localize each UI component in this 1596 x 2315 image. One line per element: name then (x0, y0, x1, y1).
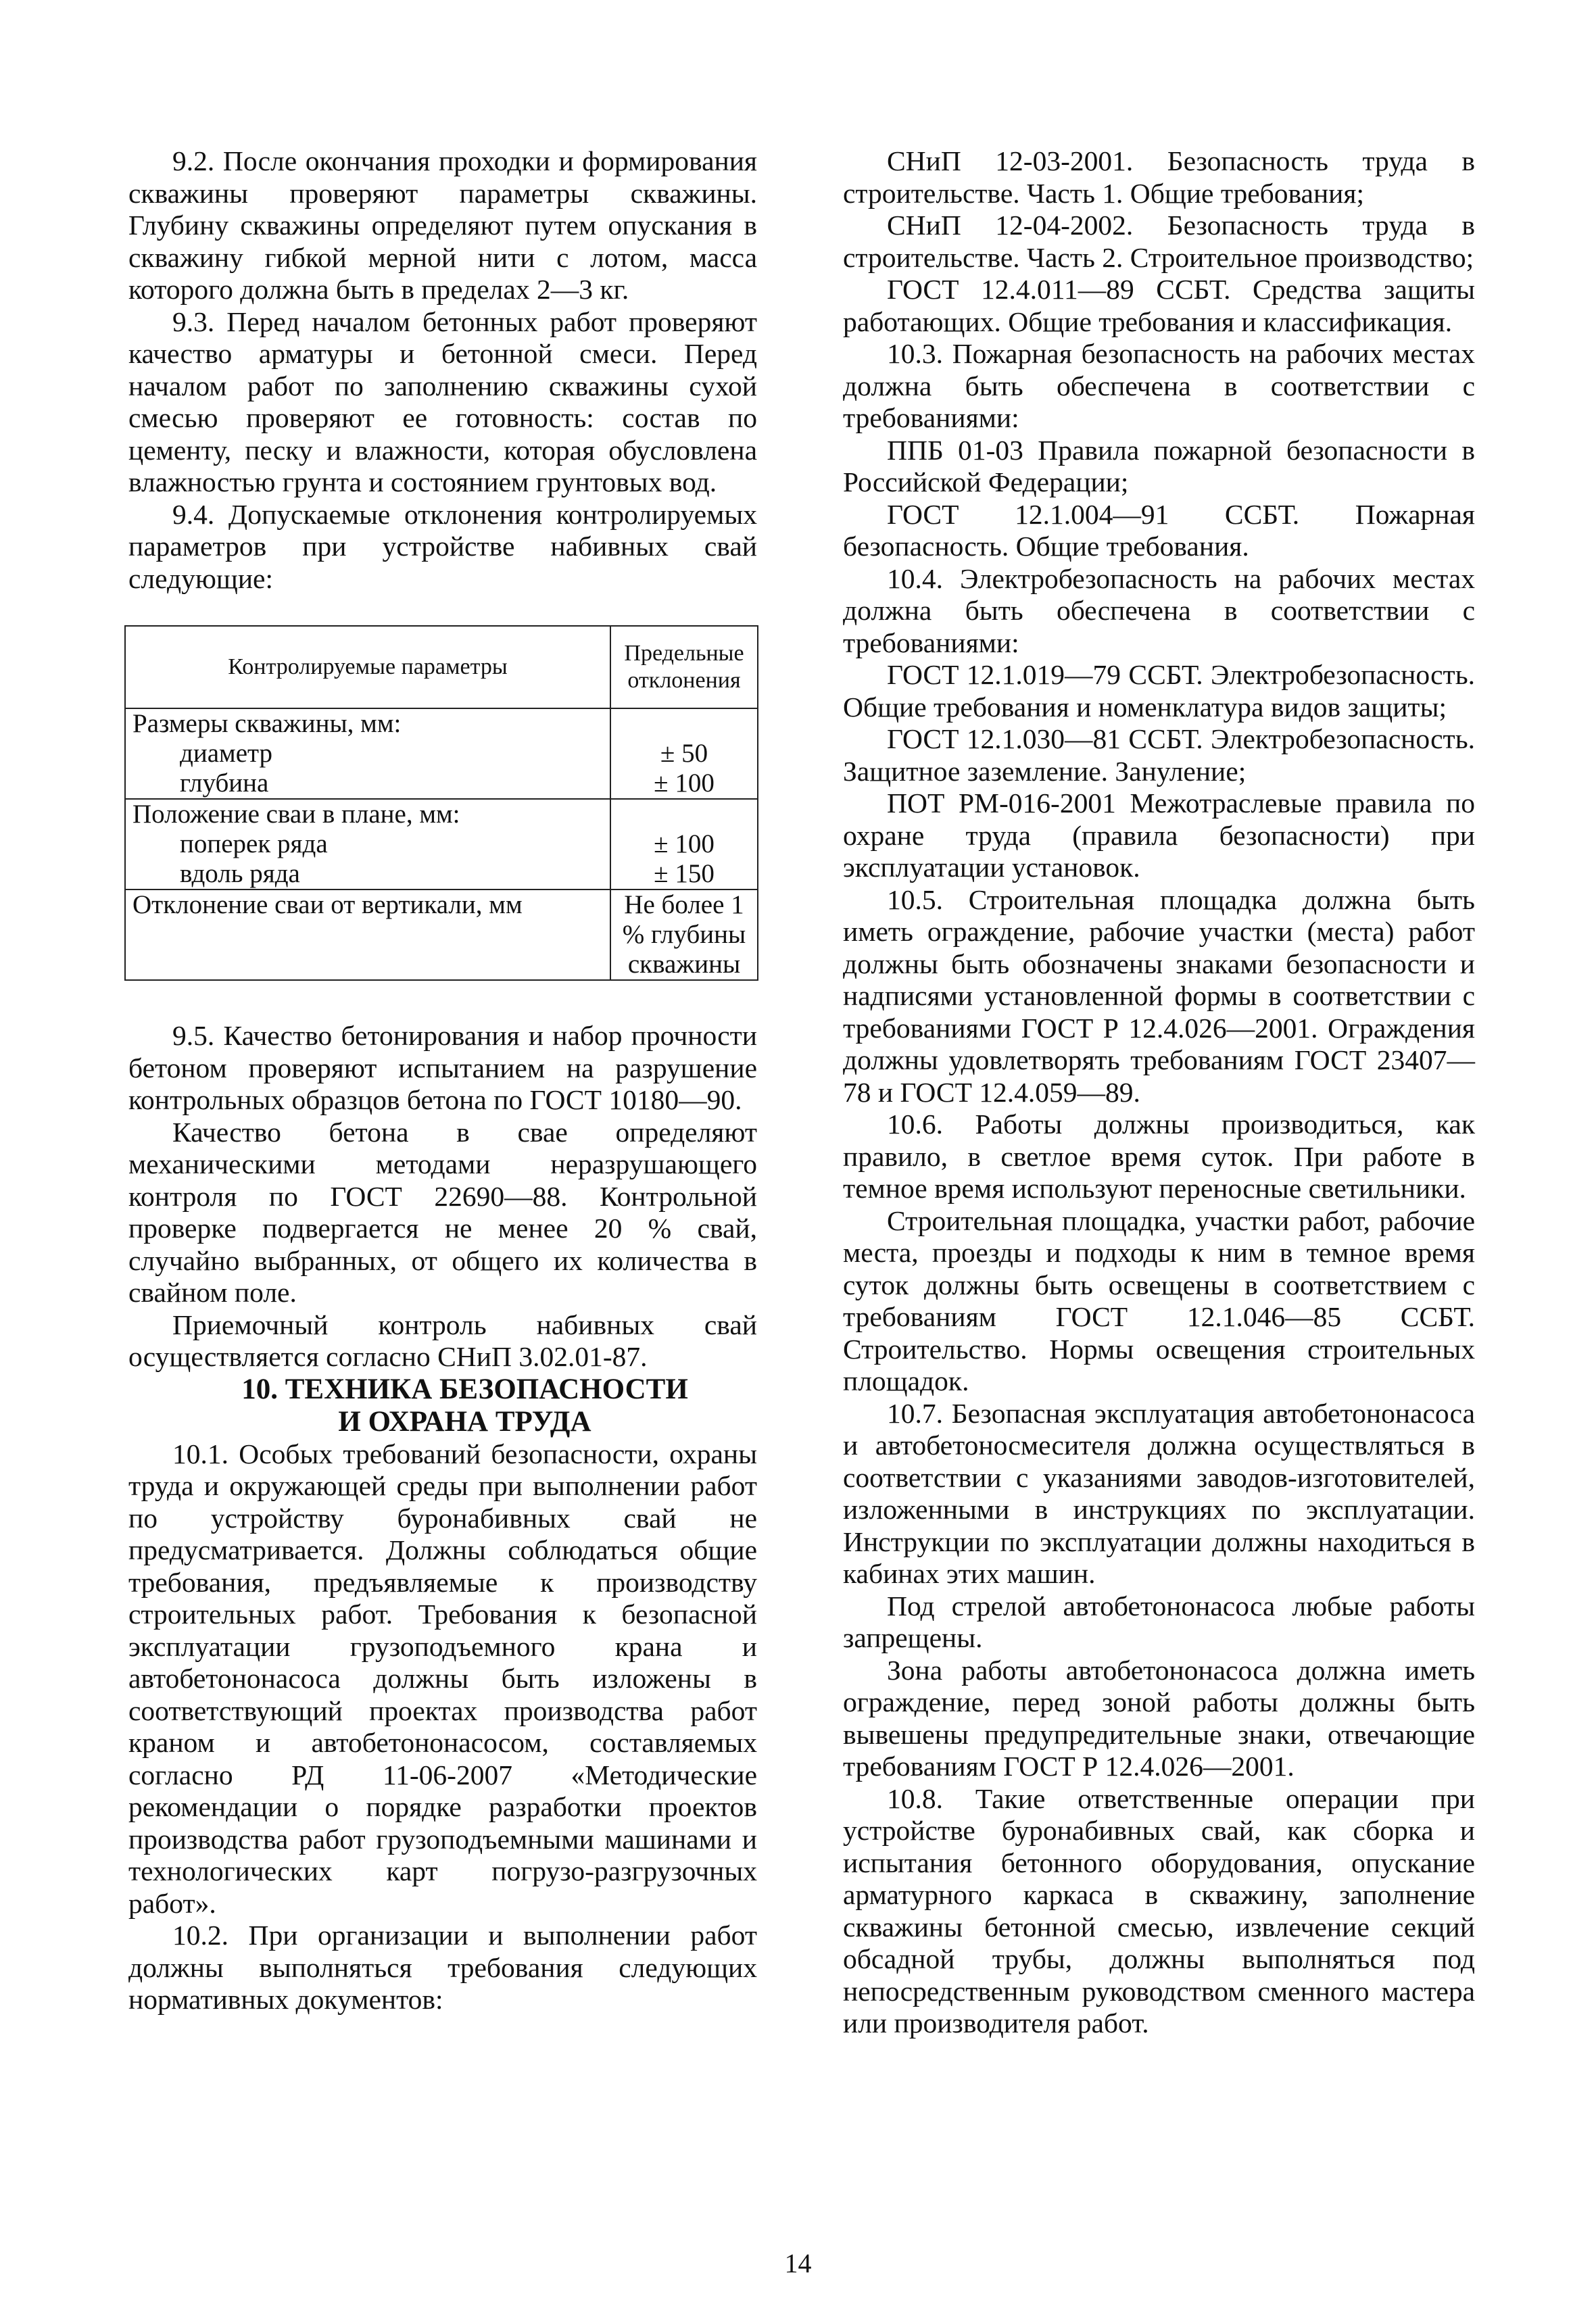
paragraph-9-3: 9.3. Перед началом бетонных работ проверяют качество арматуры и бетонной смеси. Перед началом работ по заполнению скважины сухой смесью проверяют ее готовность: состав по цементу, песку и влажности, которая обусловлена влажностью грунта и состоянием грунтовых вод. (128, 306, 757, 497)
value-across: ± 100 (654, 829, 715, 858)
paragraph-gost-12-1-004: ГОСТ 12.1.004—91 ССБТ. Пожарная безопасность. Общие требования. (843, 498, 1475, 562)
paragraph-10-3: 10.3. Пожарная безопасность на рабочих местах должна быть обеспечена в соответствии с требованиями: (843, 338, 1475, 433)
paragraph-snip-12-04: СНиП 12-04-2002. Безопасность труда в строительстве. Часть 2. Строительное производство; (843, 210, 1475, 273)
row-well-size (125, 708, 610, 799)
paragraph-gost-12-1-019: ГОСТ 12.1.019—79 ССБТ. Электробезопасность. Общие требования и номенклатура видов защиты; (843, 659, 1475, 723)
right-column (843, 145, 1475, 2040)
paragraph-pot-rm: ПОТ РМ-016-2001 Межотраслевые правила по охране труда (правила безопасности) при эксплуатации установок. (843, 787, 1475, 883)
paragraph-gost-12-1-030: ГОСТ 12.1.030—81 ССБТ. Электробезопасность. Защитное заземление. Зануление; (843, 723, 1475, 787)
header-deviations: Предельные отклонения (610, 626, 758, 708)
row-pile-position-values (610, 799, 758, 890)
paragraph-acceptance: Приемочный контроль набивных свай осуществляется согласно СНиП 3.02.01-87. (128, 1309, 757, 1372)
row-pile-position (125, 799, 610, 890)
paragraph-10-8: 10.8. Такие ответственные операции при устройстве буронабивных свай, как сборка и испытания бетонного оборудования, опускание арматурного каркаса в скважину, заполнение скважины бетонной смесью, извлечение секций обсадной трубы, должны выполняться под непосредственным руководством сменного мастера или производителя работ. (843, 1782, 1475, 2039)
table-row (125, 890, 758, 980)
table-row (125, 799, 758, 890)
section-heading (128, 1373, 757, 1438)
paragraph-10-5: 10.5. Строительная площадка должна быть иметь ограждение, рабочие участки (места) работ должны быть обозначены знаками безопасности и надписями установленной формы в соответствии с требованиями ГОСТ Р 12.4.026—2001. Ограждения должны удовлетворять требованиям ГОСТ 23407—78 и ГОСТ 12.4.059—89. (843, 883, 1475, 1108)
row-well-size-values (610, 708, 758, 799)
paragraph-10-1: 10.1. Особых требований безопасности, охраны труда и окружающей среды при выполнении работ по устройству буронабивных свай не предусматривается. Должны соблюдаться общие требования, предъявляемые к производству строительных работ. Требования к безопасной эксплуатации грузоподъемного крана и автобетононасоса должны быть изложены в соответствующий проектах производства работ краном и автобетононасосом, составляемых согласно РД 11-06-2007 «Методические рекомендации о порядке разработки проектов производства работ грузоподъемными машинами и технологических карт погрузо-разгрузочных работ». (128, 1438, 757, 1919)
value-depth: ± 100 (654, 769, 715, 798)
table-row (125, 708, 758, 799)
heading-line-2: И ОХРАНА ТРУДА (338, 1405, 591, 1438)
paragraph-9-5: 9.5. Качество бетонирования и набор прочности бетоном проверяют испытанием на разрушение контрольных образцов бетона по ГОСТ 10180—90. (128, 1020, 757, 1115)
row-title: Размеры скважины, мм: (132, 709, 402, 738)
row-title: Положение сваи в плане, мм: (132, 800, 460, 829)
row-item: диаметр (180, 739, 273, 768)
heading-line-1: 10. ТЕХНИКА БЕЗОПАСНОСТИ (241, 1373, 688, 1405)
paragraph-pump-zone: Зона работы автобетононасоса должна иметь ограждение, перед зоной работы должны быть вывешены предупредительные знаки, отвечающие требованиям ГОСТ Р 12.4.026—2001. (843, 1654, 1475, 1782)
value-vertical-deviation: Не более 1 % глубины скважины (610, 890, 758, 980)
paragraph-lighting: Строительная площадка, участки работ, рабочие места, проезды и подходы к ним в темное время суток должны быть освещены в соответствием с требованиям ГОСТ 12.1.046—85 ССБТ. Строительство. Нормы освещения строительных площадок. (843, 1204, 1475, 1396)
page-number: 14 (784, 2248, 812, 2279)
paragraph-10-6: 10.6. Работы должны производиться, как правило, в светлое время суток. При работе в темное время используют переносные светильники. (843, 1108, 1475, 1204)
paragraph-10-4: 10.4. Электробезопасность на рабочих местах должна быть обеспечена в соответствии с требованиями: (843, 562, 1475, 658)
tolerance-table (124, 625, 758, 981)
row-item: глубина (180, 769, 269, 798)
paragraph-9-4: 9.4. Допускаемые отклонения контролируемых параметров при устройстве набивных свай следующие: (128, 498, 757, 594)
paragraph-concrete-quality: Качество бетона в свае определяют механическими методами неразрушающего контроля по ГОСТ 22690—88. Контрольной проверке подвергается не менее 20 % свай, случайно выбранных, от общего их количества в свайном поле. (128, 1116, 757, 1308)
row-vertical-deviation: Отклонение сваи от вертикали, мм (125, 890, 610, 980)
value-diameter: ± 50 (660, 739, 708, 768)
paragraph-10-2: 10.2. При организации и выполнении работ должны выполняться требования следующих нормативных документов: (128, 1920, 757, 2015)
paragraph-9-2: 9.2. После окончания проходки и формирования скважины проверяют параметры скважины. Глубину скважины определяют путем опускания в скважину гибкой мерной нити с лотом, масса которого должна быть в пределах 2—3 кг. (128, 145, 757, 305)
value-along: ± 150 (654, 859, 715, 888)
paragraph-gost-12-4-011: ГОСТ 12.4.011—89 ССБТ. Средства защиты работающих. Общие требования и классификация. (843, 274, 1475, 337)
row-item: вдоль ряда (180, 859, 300, 888)
paragraph-boom: Под стрелой автобетононасоса любые работы запрещены. (843, 1590, 1475, 1653)
row-item: поперек ряда (180, 829, 328, 858)
paragraph-snip-12-03: СНиП 12-03-2001. Безопасность труда в строительстве. Часть 1. Общие требования; (843, 145, 1475, 209)
paragraph-ppb: ППБ 01-03 Правила пожарной безопасности в Российской Федерации; (843, 434, 1475, 497)
left-column (128, 145, 757, 2016)
header-parameters: Контролируемые параметры (125, 626, 610, 708)
table-header-row (125, 626, 758, 708)
paragraph-10-7: 10.7. Безопасная эксплуатация автобетононасоса и автобетоносмесителя должна осуществляться в соответствии с указаниями заводов-изготовителей, изложенными в инструкциях по эксплуатации. Инструкции по эксплуатации должны находиться в кабинах этих машин. (843, 1397, 1475, 1589)
